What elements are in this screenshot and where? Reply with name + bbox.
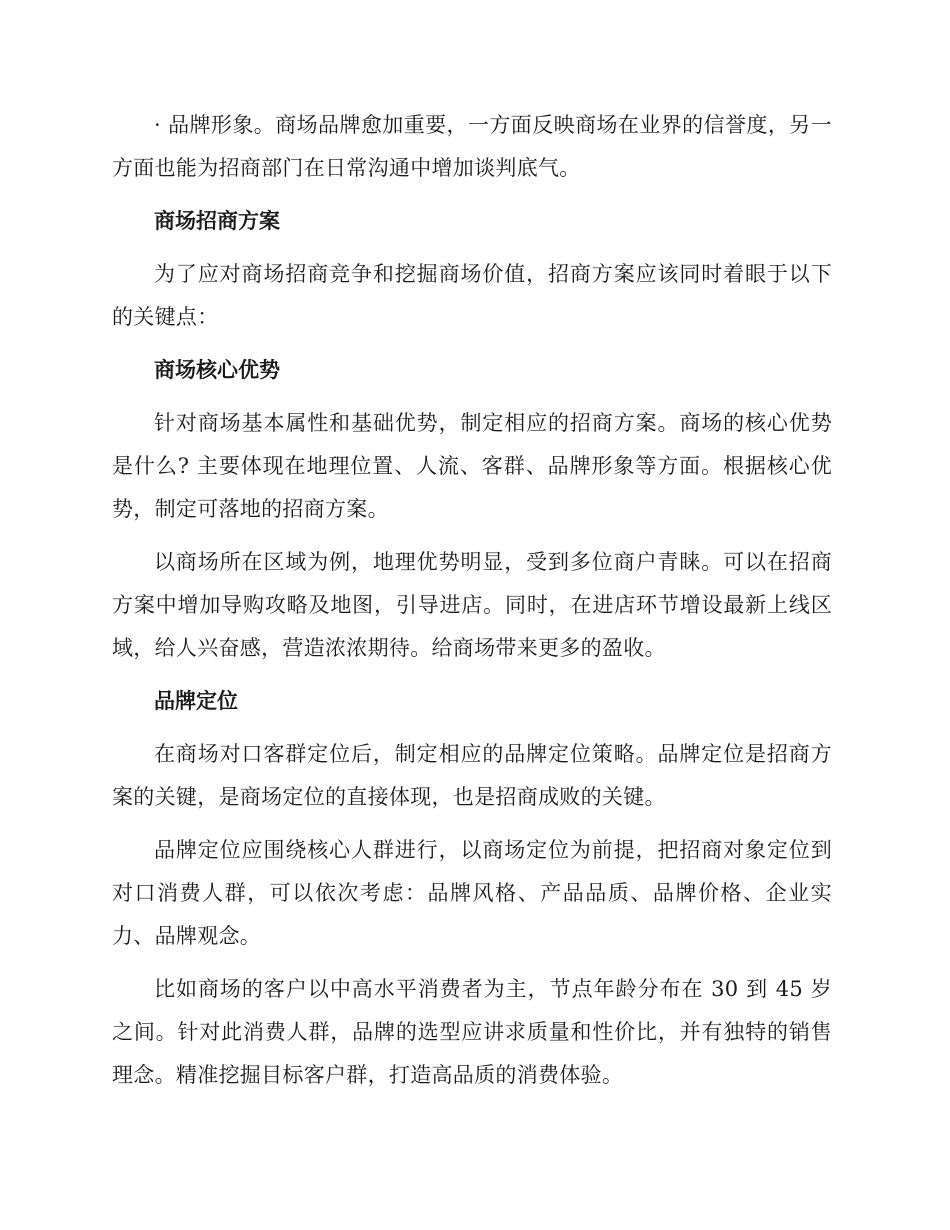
spacer [112, 190, 832, 200]
paragraph-key-points-intro: 为了应对商场招商竞争和挖掘商场价值，招商方案应该同时着眼于以下的关键点： [112, 262, 832, 329]
paragraph-core-audience: 品牌定位应围绕核心人群进行，以商场定位为前提，把招商对象定位到对口消费人群，可以依次考虑：品牌风格、产品品质、品牌价格、企业实力、品牌观念。 [112, 838, 832, 948]
spacer [112, 958, 832, 968]
document-page [112, 104, 832, 1097]
spacer [112, 392, 832, 402]
paragraph-brand-positioning: 在商场对口客群定位后，制定相应的品牌定位策略。品牌定位是招商方案的关键，是商场定位的直接体现，也是招商成败的关键。 [112, 742, 832, 809]
heading-brand-positioning: 品牌定位 [154, 689, 238, 713]
spacer [112, 723, 832, 733]
spacer [112, 670, 832, 680]
paragraph-core-advantages: 针对商场基本属性和基础优势，制定相应的招商方案。商场的核心优势是什么? 主要体现在地理位置、人流、客群、品牌形象等方面。根据核心优势，制定可落地的招商方案。 [112, 411, 832, 521]
paragraph-location-example: 以商场所在区域为例，地理优势明显，受到多位商户青睐。可以在招商方案中增加导购攻略及地图，引导进店。同时，在进店环节增设最新上线区域，给人兴奋感，营造浓浓期待。给商场带来更多的盈收。 [112, 550, 832, 660]
spacer [112, 243, 832, 253]
paragraph-customer-example: 比如商场的客户以中高水平消费者为主，节点年龄分布在 30 到 45 岁之间。针对此消费人群，品牌的选型应讲求质量和性价比，并有独特的销售理念。精准挖掘目标客户群，打造高品质的消费体验。 [112, 977, 832, 1087]
spacer [112, 339, 832, 349]
paragraph-brand-image: · 品牌形象。商场品牌愈加重要，一方面反映商场在业界的信誉度，另一方面也能为招商部门在日常沟通中增加谈判底气。 [112, 113, 832, 180]
heading-mall-investment-plan: 商场招商方案 [154, 209, 280, 233]
spacer [112, 531, 832, 541]
spacer [112, 819, 832, 829]
heading-core-advantages: 商场核心优势 [154, 358, 280, 382]
